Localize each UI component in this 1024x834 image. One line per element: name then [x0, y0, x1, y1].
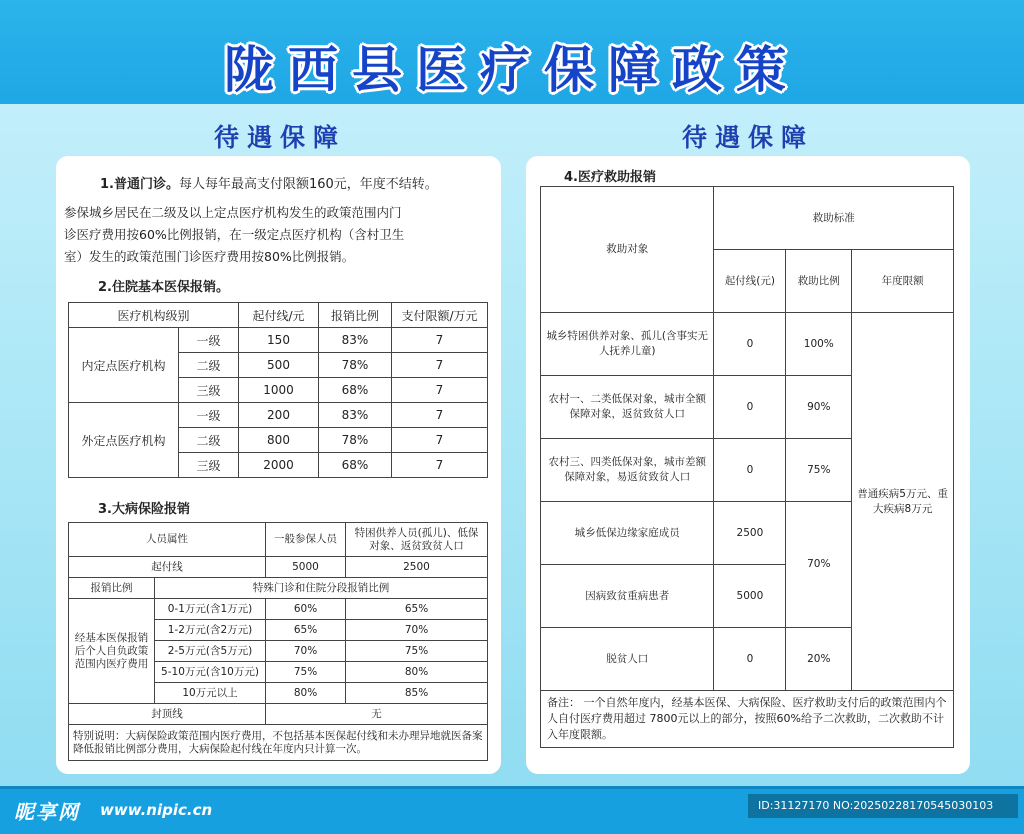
table-header: 起付线/元 [239, 303, 319, 328]
table-cell: 7 [392, 453, 488, 478]
table-header-row [541, 187, 954, 250]
table-cell: 68% [319, 378, 392, 403]
table-cell: 90% [786, 376, 852, 439]
table-cell: 二级 [179, 353, 239, 378]
table-header: 特困供养人员(孤儿)、低保对象、返贫致贫人口 [346, 523, 488, 557]
table-cell: 5000 [266, 557, 346, 578]
table-cell: 0 [714, 439, 786, 502]
group-label: 外定点医疗机构 [69, 403, 179, 478]
table-header: 起付线(元) [714, 250, 786, 313]
table-cell: 无 [266, 704, 488, 725]
table-row [69, 403, 488, 428]
merged-ratio: 70% [786, 502, 852, 628]
table-header: 报销比例 [319, 303, 392, 328]
table-row [69, 725, 488, 761]
section-3-title: 3.大病保险报销 [98, 502, 190, 517]
table-cell: 1000 [239, 378, 319, 403]
table-cell: 85% [346, 683, 488, 704]
table-cell: 7 [392, 378, 488, 403]
table-cell: 三级 [179, 453, 239, 478]
table-cell: 三级 [179, 378, 239, 403]
table-cell: 2500 [346, 557, 488, 578]
table-cell: 83% [319, 328, 392, 353]
table-cell: 二级 [179, 428, 239, 453]
table-cell: 60% [266, 599, 346, 620]
table-header: 支付限额/万元 [392, 303, 488, 328]
table-cell: 100% [786, 313, 852, 376]
special-note: 特别说明：大病保险政策范围内医疗费用，不包括基本医保起付线和未办理异地就医备案降低报销比例部分费用，大病保险起付线在年度内只计算一次。 [69, 725, 488, 761]
table-cell: 0-1万元(含1万元) [155, 599, 266, 620]
table-row [69, 328, 488, 353]
right-heading: 待遇保障 [681, 123, 814, 152]
group-label: 内定点医疗机构 [69, 328, 179, 403]
table-cell: 78% [319, 428, 392, 453]
table-cell: 城乡低保边缘家庭成员 [541, 502, 714, 565]
table-cell: 70% [346, 620, 488, 641]
table-header: 年度限额 [852, 250, 954, 313]
table-cell: 80% [346, 662, 488, 683]
section-1-para-line: 参保城乡居民在二级及以上定点医疗机构发生的政策范围内门 [64, 205, 402, 220]
table-cell: 起付线 [69, 557, 266, 578]
table-cell: 5000 [714, 565, 786, 628]
table-cell: 500 [239, 353, 319, 378]
site-logo: 昵享网 [14, 800, 80, 824]
table-cell: 2000 [239, 453, 319, 478]
table-cell: 10万元以上 [155, 683, 266, 704]
table-cell: 一级 [179, 403, 239, 428]
table-row [69, 704, 488, 725]
table-cell: 75% [266, 662, 346, 683]
table-cell: 特殊门诊和住院分段报销比例 [155, 578, 488, 599]
table-header-row [69, 523, 488, 557]
section-2-title: 2.住院基本医保报销。 [98, 280, 229, 295]
table-cell: 2500 [714, 502, 786, 565]
table-cell: 农村一、二类低保对象，城市全额保障对象，返贫致贫人口 [541, 376, 714, 439]
image-id: ID:31127170 NO:20250228170545030103 [748, 794, 1018, 818]
table-cell: 150 [239, 328, 319, 353]
table-header: 救助对象 [541, 187, 714, 313]
table-cell: 2-5万元(含5万元) [155, 641, 266, 662]
aid-note: 备注： 一个自然年度内，经基本医保、大病保险、医疗救助支付后的政策范围内个人自付医疗费用超过 7800元以上的部分，按照60%给予二次救助，二次救助不计入年度限额。 [541, 691, 954, 748]
left-heading: 待遇保障 [213, 123, 346, 152]
table-cell: 报销比例 [69, 578, 155, 599]
table-cell: 65% [266, 620, 346, 641]
table-cell: 脱贫人口 [541, 628, 714, 691]
table-row [541, 691, 954, 748]
table-header: 医疗机构级别 [69, 303, 239, 328]
page-title: 陇西县医疗保障政策 [224, 41, 800, 99]
table-cell: 200 [239, 403, 319, 428]
table-cell: 封顶线 [69, 704, 266, 725]
table-cell: 75% [786, 439, 852, 502]
section-1-para-line: 诊医疗费用按60%比例报销，在一级定点医疗机构（含村卫生 [64, 227, 405, 242]
table-header: 救助标准 [714, 187, 954, 250]
table-cell: 0 [714, 628, 786, 691]
table-cell: 农村三、四类低保对象，城市差额保障对象，易返贫致贫人口 [541, 439, 714, 502]
table-cell: 一级 [179, 328, 239, 353]
table-cell: 因病致贫重病患者 [541, 565, 714, 628]
table-cell: 80% [266, 683, 346, 704]
table-cell: 7 [392, 403, 488, 428]
table-cell: 800 [239, 428, 319, 453]
table-cell: 5-10万元(含10万元) [155, 662, 266, 683]
table-cell: 城乡特困供养对象、孤儿(含事实无人抚养儿童) [541, 313, 714, 376]
table-cell: 75% [346, 641, 488, 662]
table-header-row [69, 303, 488, 328]
section-1-paragraph [64, 202, 496, 268]
inpatient-table [68, 302, 488, 478]
table-cell: 65% [346, 599, 488, 620]
table-header: 一般参保人员 [266, 523, 346, 557]
table-row [69, 557, 488, 578]
section-1-limit: 每人每年最高支付限额160元，年度不结转。 [178, 177, 438, 192]
table-cell: 83% [319, 403, 392, 428]
table-cell: 68% [319, 453, 392, 478]
table-cell: 7 [392, 428, 488, 453]
table-row [69, 599, 488, 620]
annual-limit: 普通疾病5万元、重大疾病8万元 [852, 313, 954, 691]
section-1-title: 1.普通门诊。 [100, 177, 179, 192]
section-1-line [100, 174, 438, 196]
left-panel [56, 156, 501, 774]
table-cell: 7 [392, 353, 488, 378]
table-cell: 78% [319, 353, 392, 378]
table-cell: 7 [392, 328, 488, 353]
table-cell: 0 [714, 313, 786, 376]
medical-aid-table [540, 186, 954, 748]
right-panel [526, 156, 970, 774]
table-row [541, 313, 954, 376]
table-cell: 0 [714, 376, 786, 439]
site-url[interactable]: www.nipic.cn [100, 801, 213, 819]
section-4-title: 4.医疗救助报销 [564, 170, 656, 185]
table-cell: 20% [786, 628, 852, 691]
major-illness-table [68, 522, 488, 761]
table-header: 救助比例 [786, 250, 852, 313]
table-cell: 1-2万元(含2万元) [155, 620, 266, 641]
tier-label: 经基本医保报销后个人自负政策范围内医疗费用 [69, 599, 155, 704]
table-row [69, 578, 488, 599]
table-cell: 70% [266, 641, 346, 662]
section-1-para-line: 室）发生的政策范围门诊医疗费用按80%比例报销。 [64, 249, 355, 264]
table-header: 人员属性 [69, 523, 266, 557]
